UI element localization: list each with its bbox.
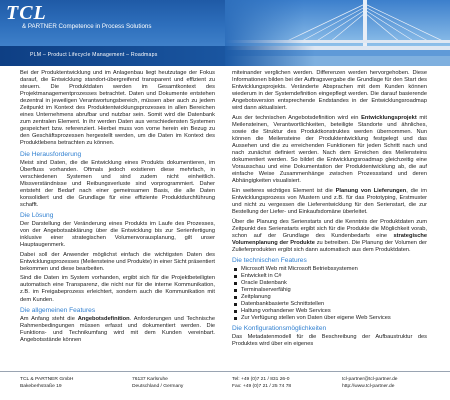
challenge-paragraph: Meist sind Daten, die die Entwicklung eines Produkts dokumentieren, im Überfluss vorhanden. Oftmals jedoch existieren diese mehrfach, in verschiedenen Systemen und sind zudem nicht einheitlich. Missverständnisse und Reibungsverluste sind vorprogrammiert. Daher entsteht der Bedarf nach einer gemeinsamen Basis, die alle Daten konsolidiert und die Grundlage für eine effiziente Produktdurchführung schafft. — [20, 159, 215, 208]
footer-contact — [342, 376, 398, 391]
list-item: Zeitplanung — [232, 294, 427, 301]
title-bar — [0, 46, 450, 66]
features-heading: Die allgemeinen Features — [20, 306, 96, 314]
bridge-photo — [225, 0, 450, 46]
list-item: Haltung vorhandener Web Services — [232, 308, 427, 315]
challenge-heading: Die Herausforderung — [20, 150, 82, 158]
list-item: Entwickelt in C# — [232, 273, 427, 280]
footer-tel: Tel: +49 (0)7 21 / 831 26-0 — [232, 377, 290, 382]
list-item: Terminalserverfähig — [232, 287, 427, 294]
footer-web-link[interactable]: http://www.tcl-partner.de — [342, 384, 395, 390]
right-column — [232, 70, 427, 351]
config-heading: Die Konfigurationsmöglichkeiten — [232, 325, 327, 333]
solution-heading: Die Lösung — [20, 211, 54, 219]
tech-features-list — [232, 266, 427, 322]
delivery-paragraph: Ein weiteres wichtiges Element ist die Planung von Lieferungen, die im Entwicklungsprozess von Mustern und z.B. für das Prototyping, Erstmuster und nicht zu vergessen die Lieferentwicklung für den Serienstart, die zur Bestellung der Liefer- und Einkaufsdomäne überleitet. — [232, 187, 427, 216]
footer-email-link[interactable]: tcl-partner@tcl-partner.de — [342, 377, 398, 382]
tech-features-heading: Die technischen Features — [232, 256, 307, 264]
bridge-deck-photo — [225, 46, 450, 66]
project-paragraph: Aus der technischen Angebotsdefinition wird ein Entwicklungsprojekt mit Meilensteinen, Verantwortlichkeiten, beteiligte Standorte und ähnliches, sowie die Struktur des Produktkonstruktes werden übernommen. Nun können die Meilensteine der Produktentwicklung festgelegt und das Aussehen und die zu erreichenden Funktionen für jeden Schritt nach und nach zunächst definiert werden. Nach dem Erreichen des Meilensteins dokumentiert werden. So bildet die Entwicklungsroadmap gleichzeitig eine Vorausschau und eine Dokumentation der Produktentwicklung ab, die auf einfache Weise Zusammenhänge zwischen Prozessstand und deren Abhängigkeiten visualisiert. — [232, 114, 428, 185]
header-banner — [0, 0, 450, 46]
list-item: Oracle Datenbank — [232, 280, 427, 287]
intro-paragraph: Bei der Produktentwicklung und im Anlagenbau liegt heutzutage der Fokus darauf, die Entwicklung standort-übergreifend transparent und effizient zu steuern. Die Produktdaten werden im Gesamtkontext des Projektmanagementprozesses betrachtet. Daten und Dokumente entstehen dezentral in jeweiligen Verantwortungsbereich, müssen aber auch zu jedem Zeitpunkt im Kontext des Produktentwicklungsprozesses in allen Bereichen eines Unternehmens abrufbar und nutzbar sein. Somit wird die Datenbank zum zentralen Element. In ihr werden Daten aus verschiedensten Systemen gespeichert bzw. referenziert. Hierbei muss von vorne herein ein Bezug zu den Geschäftsprozessen hergestellt werden, um die Daten im Kontext des Produktlebens betrachten zu können. — [20, 70, 215, 147]
company-tagline: & PARTNER Competence in Process Solutions — [22, 23, 152, 30]
solution-paragraph-1: Der Darstellung der Veränderung eines Produkts im Laufe des Prozesses, von der Angebotsabklärung über die Entwicklung bis zur Serienfertigung inklusive einer strategischen Volumenvorausplanung, gilt unser Hauptaugenmerk. — [20, 220, 215, 248]
config-paragraph: Das Metadatenmodell für die Beschreibung der Aufbaustruktur des Produktes wird über ein eigenes — [232, 334, 427, 348]
comparison-paragraph: miteinander verglichen werden. Differenzen werden hervorgehoben. Diese Informationen bilden bei der Auftragsvergabe die Grundlage für den Start des Entwicklungsprojekts. Veränderte Absprachen mit dem Kunden können wiederum in der Systemdefinition eingepflegt werden. Die darauf basierende Angebotsversion entsprechende Endstandes in der Entwicklungsroadmap wird dann aktualisiert. — [232, 70, 427, 112]
footer-street: Bakeberhstraße 19 — [20, 384, 62, 390]
volume-paragraph: Über die Planung des Serienstarts und die Kenntnis der Produktdaten zum Zeitpunkt des Serienstarts ergibt sich für die Produkte die Möglichkeit vorab, schon auf der Grundlage des Kundenbedarfs eine strategische Volumenplanung der Produkte zu betreiben. Die Planung der Volumen der Zulieferprodukten ergibt sich dann automatisch aus dem Produktdaten. — [232, 218, 427, 253]
left-column — [20, 70, 215, 346]
features-paragraph: Am Anfang steht die Angebotsdefinition. Anforderungen und Technische Rahmenbedingungen müssen erfasst und dokumentiert werden. Die Funktions- und Technikumfang wird mit dem Kunden vereinbart. Angebotsstände können — [20, 315, 216, 343]
list-item: Microsoft Web mit Microsoft Betriebssystemen — [232, 266, 427, 273]
footer-zip: 76137 Karlsruhe — [132, 377, 168, 382]
list-item: Datenbankbasierte Schnittstellen — [232, 301, 427, 308]
footer-country: Deutschland / Germany — [132, 384, 184, 390]
page-subtitle: PLM – Product Lifecycle Management – Roadmaps — [30, 52, 158, 58]
footer-company: TCL & PARTNER GmbH — [20, 377, 74, 382]
footer-location — [132, 376, 183, 391]
footer-fax: Fax: +49 (0)7 21 / 25 74 78 — [232, 384, 292, 390]
page-footer — [0, 371, 450, 400]
solution-paragraph-3: Sind die Daten im System vorhanden, ergibt sich für die Projektbeteiligten automatisch eine Transparenz, die nicht nur für die interne Kommunikation, z.B. im Freigabeprozess erleichtert, sondern auch die Kommunikation mit dem Kunden. — [20, 275, 215, 303]
footer-address — [20, 376, 73, 391]
company-logo: TCL — [6, 2, 47, 24]
list-item: Zur Verfügung stellen von Daten über eigene Web Services — [232, 315, 427, 322]
solution-paragraph-2: Dabei soll der Anwender möglichst einfach die wichtigsten Daten des Entwicklungsprozesses (Meilensteine und Produkte) in einer Sicht präsentiert bekommen und diese bearbeiten. — [20, 251, 215, 272]
footer-phone — [232, 376, 291, 391]
